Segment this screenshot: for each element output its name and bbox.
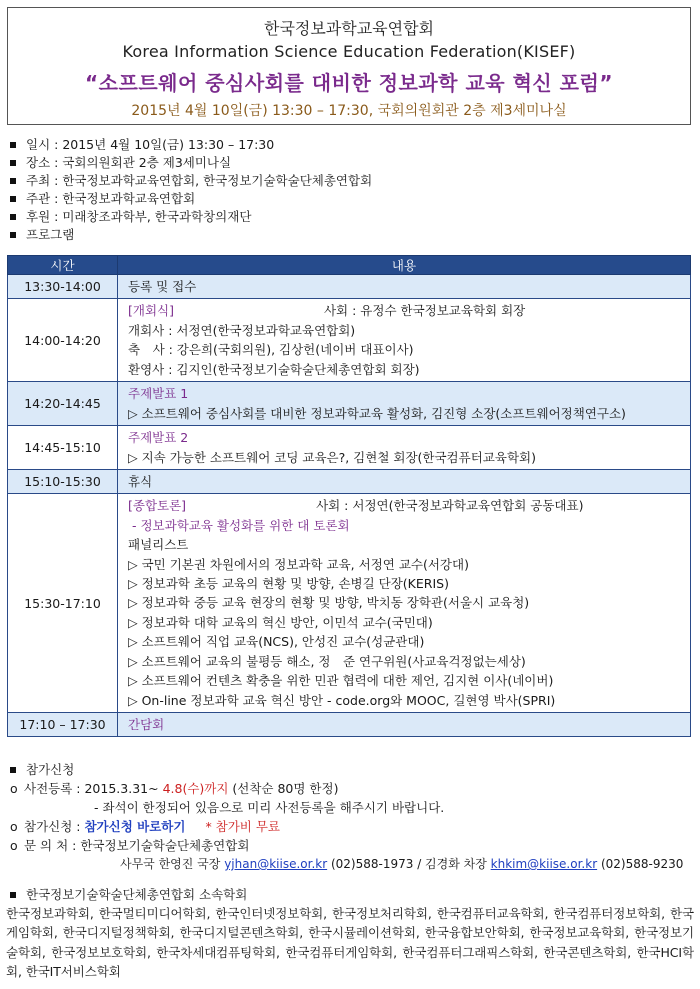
info-row-place: 장소 : 국회의원회관 2층 제3세미나실 (10, 154, 690, 172)
table-row (8, 494, 691, 712)
time-cell: 14:00-14:20 (8, 299, 118, 382)
time-cell: 14:20-14:45 (8, 382, 118, 426)
info-label: 후원 (26, 209, 51, 224)
info-label: 장소 (26, 155, 51, 170)
info-value: 미래창조과학부, 한국과학창의재단 (62, 209, 252, 224)
apply-label: 참가신청 (24, 819, 73, 834)
info-label: 주관 (26, 191, 51, 206)
contact-label: 문 의 처 (24, 838, 69, 853)
content-line: 등록 및 접수 (128, 279, 197, 294)
content-line: ▷ 소프트웨어 교육의 불평등 해소, 정 준 연구위원(사교육걱정없는세상) (128, 653, 526, 669)
forum-date-place: 2015년 4월 10일(금) 13:30 – 17:30, 국회의원회관 2층 제3세미나실 (131, 103, 567, 119)
session-tag: [종합토론] (128, 498, 187, 514)
content-cell (118, 426, 691, 470)
pre-registration-label: 사전등록 (24, 781, 73, 796)
square-bullet-icon (10, 214, 16, 220)
content-cell (118, 470, 691, 494)
contact-email-link[interactable]: yjhan@kiise.or.kr (224, 857, 328, 871)
content-cell (118, 299, 691, 382)
column-header-content: 내용 (118, 256, 691, 275)
content-cell (118, 275, 691, 299)
session-chair: 사회 : 서정연(한국정보과학교육연합회 공동대표) (316, 498, 584, 514)
time-cell: 17:10 – 17:30 (8, 712, 118, 736)
table-row (8, 712, 691, 736)
content-cell (118, 382, 691, 426)
content-line: 환영사 : 김지인(한국정보기술학술단체총연합회 회장) (128, 361, 420, 377)
square-bullet-icon (10, 767, 16, 773)
info-row-host: 주최 : 한국정보과학교육연합회, 한국정보기술학술단체총연합회 (10, 172, 690, 190)
info-row-program (10, 226, 690, 244)
content-line: ▷ 소프트웨어 중심사회를 대비한 정보과학교육 활성화, 김진형 소장(소프트웨어정책연구소) (128, 405, 626, 421)
member-societies (6, 885, 694, 982)
contact-phone: (02)588-9230 (600, 857, 684, 871)
info-row-sponsor: 후원 : 미래창조과학부, 한국과학창의재단 (10, 208, 690, 226)
pre-registration-deadline: 4.8(수)까지 (162, 781, 229, 796)
table-row (8, 382, 691, 426)
forum-title: “소프트웨어 중심사회를 대비한 정보과학 교육 혁신 포럼” (85, 71, 613, 95)
contact-org: 한국정보기술학술단체총연합회 (80, 838, 250, 853)
pre-registration-note: (선착순 80명 한정) (232, 781, 339, 796)
table-row (8, 426, 691, 470)
info-label: 일시 (26, 137, 51, 152)
column-header-time: 시간 (8, 256, 118, 275)
event-info (10, 136, 690, 244)
square-bullet-icon (10, 892, 16, 898)
contact-email-link[interactable]: khkim@kiise.or.kr (490, 857, 598, 871)
circle-bullet-icon: o (10, 838, 18, 853)
header-box (7, 7, 691, 125)
info-row-organizer: 주관 : 한국정보과학교육연합회 (10, 190, 690, 208)
session-chair: 사회 : 유정수 한국정보교육학회 회장 (323, 303, 526, 319)
content-line: ▷ 정보과학 대학 교육의 혁신 방안, 이민석 교수(국민대) (128, 614, 433, 630)
apply-now-link[interactable]: 참가신청 바로하기 (84, 819, 186, 834)
time-cell: 15:30-17:10 (8, 494, 118, 712)
square-bullet-icon (10, 142, 16, 148)
square-bullet-icon (10, 178, 16, 184)
registration-section: 참가신청 o 사전등록 : 2015.3.31~ 4.8(수)까지 (선착순 80명 한정) - 좌석이 한정되어 있음으로 미리 사전등록을 해주시기 바랍니다. o 참가신청 : 참가신청 바로하기 * 참가비 무료 o 문 의 처 : 한국정보기술학술단체총연합회 사무국 한영진 국장 yjhan@kiise.or.kr (02)588-1973 / 김경화 차장 khkim@kiise.or.kr (02)588-9230 (10, 760, 690, 874)
table-row (8, 470, 691, 494)
info-row-date: 일시 : 2015년 4월 10일(금) 13:30 – 17:30 (10, 136, 690, 154)
info-value: 한국정보과학교육연합회 (62, 191, 196, 206)
circle-bullet-icon: o (10, 781, 18, 796)
session-tag: [개회식] (128, 303, 174, 319)
content-line: ▷ 정보과학 중등 교육 현장의 현황 및 방향, 박치동 장학관(서울시 교육청) (128, 595, 530, 611)
table-row (8, 275, 691, 299)
fee-note: * 참가비 무료 (205, 819, 281, 834)
square-bullet-icon (10, 160, 16, 166)
info-label: 주최 (26, 173, 51, 188)
content-line: 개회사 : 서정연(한국정보과학교육연합회) (128, 322, 356, 338)
members-title: 한국정보기술학술단체총연합회 소속학회 (26, 887, 248, 902)
square-bullet-icon (10, 196, 16, 202)
content-line: ▷ 소프트웨어 직업 교육(NCS), 안성진 교수(성균관대) (128, 634, 425, 650)
content-line: 휴식 (128, 474, 153, 490)
info-value: 국회의원회관 2층 제3세미나실 (62, 155, 232, 170)
info-value: 한국정보과학교육연합회, 한국정보기술학술단체총연합회 (62, 173, 373, 188)
contact-person: 사무국 한영진 국장 (120, 857, 221, 871)
content-cell (118, 712, 691, 736)
info-value: 2015년 4월 10일(금) 13:30 – 17:30 (62, 137, 275, 152)
content-line: ▷ 정보과학 초등 교육의 현황 및 방향, 손병길 단장(KERIS) (128, 576, 449, 592)
content-line: ▷ 지속 가능한 소프트웨어 코딩 교육은?, 김현철 회장(한국컴퓨터교육학회) (128, 449, 536, 465)
session-tag: 간담회 (128, 716, 165, 732)
content-line: ▷ 소프트웨어 컨텐츠 확충을 위한 민관 협력에 대한 제언, 김지현 이사(네이버) (128, 673, 554, 689)
square-bullet-icon (10, 232, 16, 238)
table-row (8, 299, 691, 382)
contact-phone: (02)588-1973 / 김경화 차장 (330, 857, 487, 871)
members-list: 한국정보과학회, 한국멀티미디어학회, 한국인터넷정보학회, 한국정보처리학회, 한국컴퓨터교육학회, 한국컴퓨터정보학회, 한국게임학회, 한국디지털정책학회, 한국디지털콘텐츠학회, 한국시뮬레이션학회, 한국융합보안학회, 한국정보교육학회, 한국정보기술학회, 한국정보보호학회, 한국차세대컴퓨팅학회, 한국컴퓨터게임학회, 한국컴퓨터그래픽스학회, 한국콘텐츠학회, 한국HCI학회, 한국IT서비스학회 (6, 906, 694, 980)
session-tag: 주제발표 2 (128, 430, 189, 446)
content-line: ▷ On-line 정보과학 교육 혁신 방안 - code.org와 MOOC, 길현영 박사(SPRI) (128, 692, 556, 708)
content-cell (118, 494, 691, 712)
registration-title: 참가신청 (26, 762, 75, 777)
content-line: 패널리스트 (128, 537, 189, 553)
org-name-english: Korea Information Science Education Federation(KISEF) (122, 42, 576, 61)
circle-bullet-icon: o (10, 819, 18, 834)
program-table (7, 255, 691, 737)
time-cell: 13:30-14:00 (8, 275, 118, 299)
pre-registration-note2: - 좌석이 한정되어 있음으로 미리 사전등록을 해주시기 바랍니다. (94, 800, 445, 815)
time-cell: 14:45-15:10 (8, 426, 118, 470)
pre-registration-start: 2015.3.31~ (84, 781, 159, 796)
content-line: ▷ 국민 기본권 차원에서의 정보과학 교육, 서정연 교수(서강대) (128, 556, 469, 572)
org-name-korean: 한국정보과학교육연합회 (263, 19, 435, 38)
info-label: 프로그램 (26, 227, 75, 242)
content-line: 축 사 : 강은희(국회의원), 김상헌(네이버 대표이사) (128, 342, 414, 358)
time-cell: 15:10-15:30 (8, 470, 118, 494)
session-subtitle: - 정보과학교육 활성화를 위한 대 토론회 (132, 517, 350, 533)
session-tag: 주제발표 1 (128, 386, 189, 402)
